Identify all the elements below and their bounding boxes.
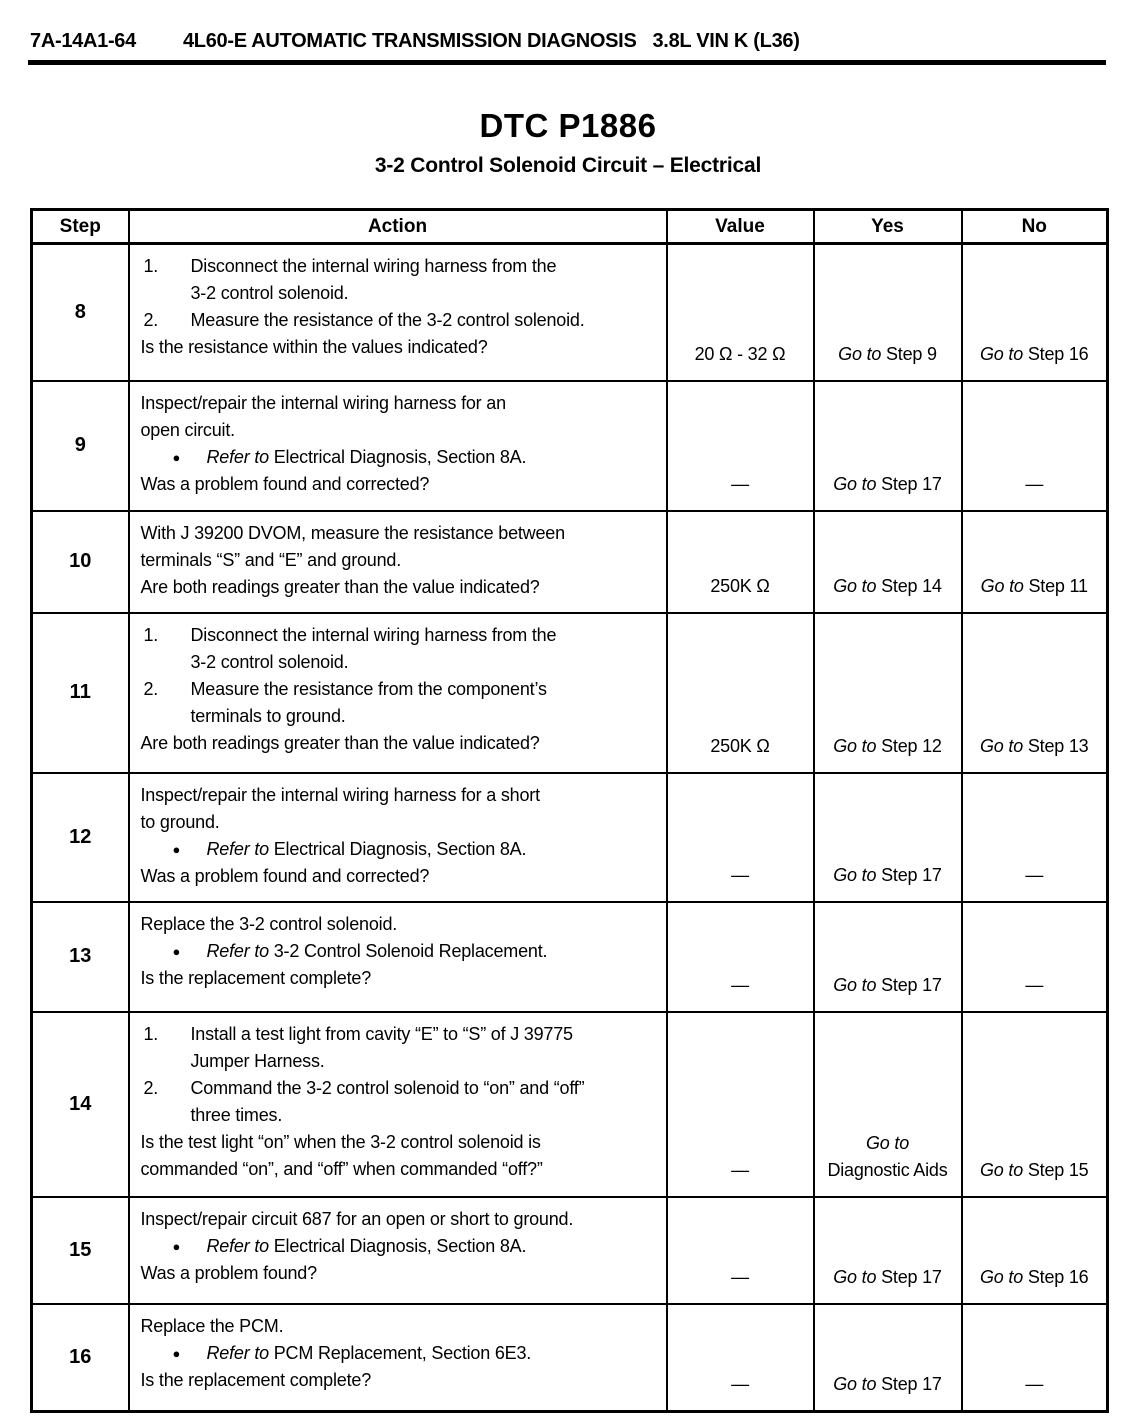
yes-cell [814,902,962,1012]
text-line: Jumper Harness. [190,1050,325,1071]
table-row [32,244,1108,381]
refer-to-italic: Refer to [206,838,269,859]
step-cell: 10 [32,511,129,613]
goto-text [833,736,942,756]
col-header-step: Step [32,210,129,244]
goto-target: Step 17 [881,1374,942,1394]
action-content [130,774,666,901]
goto-text [833,1267,942,1287]
item-number: 2. [143,678,159,699]
yes-cell [814,773,962,902]
goto-italic: Go to [980,1159,1024,1180]
numbered-item [141,253,660,307]
text-line: Is the replacement complete? [140,967,372,988]
refer-to-italic: Refer to [206,446,269,467]
numbered-item [141,307,660,334]
text-line: Replace the PCM. [140,1315,284,1336]
goto-text [981,576,1088,596]
goto-target: Step 17 [881,864,942,885]
bullet-item [173,938,660,965]
dash-placeholder: — [731,864,749,885]
item-text: Refer to 3-2 Control Solenoid Replacement. [206,940,548,961]
text-line: terminals “S” and “E” and ground. [140,549,402,570]
goto-text [980,736,1089,756]
table-row [32,613,1108,773]
table-row [32,1012,1108,1197]
yes-cell [814,1304,962,1412]
goto-italic: Go to [865,1132,910,1153]
table-row [32,902,1108,1012]
text-line: terminals to ground. [190,705,346,726]
goto-italic: Go to [833,1374,877,1394]
value-text: 250K Ω [710,735,770,756]
yes-cell [814,511,962,613]
plain-item [141,1313,660,1340]
table-row [32,773,1108,902]
no-cell [962,1197,1108,1304]
dash-placeholder: — [1025,974,1044,995]
question-text [141,863,660,890]
item-text: Refer to PCM Replacement, Section 6E3. [206,1342,532,1363]
item-text: Refer to Electrical Diagnosis, Section 8A. [206,446,527,467]
step-cell: 9 [32,381,129,511]
no-cell [962,773,1108,902]
goto-target: Step 13 [1027,735,1089,756]
doc-variant: 3.8L VIN K (L36) [652,30,800,52]
text-line: Disconnect the internal wiring harness from the [190,624,557,645]
goto-target: Step 9 [886,343,937,364]
goto-text [833,975,942,995]
text-line: Inspect/repair the internal wiring harness for an [140,392,506,413]
numbered-item [141,676,660,730]
text-line: Are both readings greater than the value indicated? [140,732,540,753]
col-header-value: Value [667,210,814,244]
yes-cell [814,244,962,381]
text-line: Install a test light from cavity “E” to “S” of J 39775 [190,1023,573,1044]
text-line: commanded “on”, and “off” when commanded “off?” [140,1158,543,1179]
item-text [191,622,557,676]
value-text: 250K Ω [710,575,770,596]
question-text [141,965,660,992]
no-cell [962,902,1108,1012]
text-line: Was a problem found and corrected? [140,473,430,494]
step-cell: 13 [32,902,129,1012]
action-cell [129,1304,667,1412]
dash-placeholder: — [731,974,749,995]
text-line: Is the resistance within the values indicated? [140,337,488,357]
table-row [32,1304,1108,1412]
col-header-action: Action [129,210,667,244]
goto-italic: Go to [980,1266,1024,1287]
action-cell [129,773,667,902]
item-number: 1. [143,1023,159,1044]
yes-cell [814,1197,962,1304]
bullet-icon: ● [172,943,181,959]
step-cell: 15 [32,1197,129,1304]
no-cell [962,1012,1108,1197]
action-content [130,614,666,768]
goto-text [833,1374,942,1394]
action-content [130,1013,666,1194]
action-content [130,382,666,509]
dash-placeholder: — [1025,473,1044,494]
col-header-yes: Yes [814,210,962,244]
goto-target: Step 17 [881,473,942,494]
text-line: Measure the resistance of the 3-2 control solenoid. [190,310,585,330]
refer-to-italic: Refer to [206,940,269,961]
text-line: 3-2 control solenoid. [190,651,349,672]
action-content [130,245,666,372]
goto-text [838,344,937,364]
text-line: With J 39200 DVOM, measure the resistance between [140,522,565,543]
bullet-icon: ● [172,841,181,857]
numbered-item [141,1021,660,1075]
goto-italic: Go to [833,974,877,995]
text-line: Inspect/repair the internal wiring harness for a short [140,784,540,805]
text-line: Are both readings greater than the value indicated? [140,576,540,597]
table-header-row [32,210,1108,244]
action-cell [129,511,667,613]
bullet-icon: ● [172,449,181,465]
value-cell [667,1012,814,1197]
item-text [191,1021,573,1075]
header-rule [28,60,1106,65]
goto-text [833,474,942,494]
item-text [191,1075,585,1129]
text-line: Inspect/repair circuit 687 for an open or short to ground. [140,1208,574,1229]
item-text: Refer to Electrical Diagnosis, Section 8A. [206,838,527,859]
goto-italic: Go to [833,473,877,494]
text-line: open circuit. [140,419,235,440]
step-cell: 16 [32,1304,129,1412]
item-text [191,253,557,307]
numbered-item [141,622,660,676]
action-cell [129,244,667,381]
question-text [141,1260,660,1287]
plain-item [141,782,660,836]
text-line: to ground. [140,811,220,832]
question-text [141,730,660,757]
table-row [32,511,1108,613]
bullet-icon: ● [172,1238,181,1254]
refer-to-italic: Refer to [206,1342,269,1363]
col-header-no: No [962,210,1108,244]
no-cell [962,381,1108,511]
goto-italic: Go to [833,575,877,596]
table-row [32,381,1108,511]
question-text [141,334,660,361]
text-line: Disconnect the internal wiring harness from the [190,256,557,276]
goto-target: Diagnostic Aids [827,1159,948,1180]
goto-italic: Go to [980,343,1024,364]
bullet-icon: ● [172,1345,181,1361]
yes-cell [814,613,962,773]
plain-item [141,520,660,574]
text-line: Command the 3-2 control solenoid to “on” and “off” [190,1077,585,1098]
question-text [141,574,660,601]
goto-italic: Go to [838,343,882,364]
goto-italic: Go to [833,1266,877,1287]
goto-italic: Go to [980,735,1024,756]
step-cell: 12 [32,773,129,902]
dash-placeholder: — [731,1266,749,1287]
goto-target: Step 17 [881,974,942,995]
bullet-item [173,1233,660,1260]
value-cell [667,1197,814,1304]
no-cell [962,613,1108,773]
doc-title: 4L60-E AUTOMATIC TRANSMISSION DIAGNOSIS [182,30,637,52]
step-cell: 8 [32,244,129,381]
goto-text [980,1160,1089,1180]
item-text [191,307,585,334]
no-cell [962,511,1108,613]
dash-placeholder: — [731,1374,749,1394]
item-number: 1. [143,256,159,276]
item-number: 2. [143,310,159,330]
action-cell [129,902,667,1012]
goto-text [827,1133,947,1180]
text-line: three times. [190,1104,283,1125]
page-header [0,30,1136,53]
bullet-item [173,1340,660,1367]
goto-target: Step 16 [1027,343,1089,364]
page-code: 7A-14A1-64 [30,30,136,52]
dtc-title: DTC P1886 [479,107,657,144]
item-text [191,676,547,730]
goto-target: Step 11 [1028,575,1088,596]
goto-text [980,344,1089,364]
value-cell [667,1304,814,1412]
dash-placeholder: — [1025,864,1044,885]
diagnostic-table [30,208,1109,1413]
goto-text [833,576,942,596]
goto-text [833,865,942,885]
action-cell [129,381,667,511]
text-line: Is the replacement complete? [140,1369,372,1390]
plain-item [141,911,660,938]
text-line: Replace the 3-2 control solenoid. [140,913,398,934]
text-line: Is the test light “on” when the 3-2 control solenoid is [140,1131,541,1152]
value-cell [667,511,814,613]
text-line: Was a problem found? [140,1262,317,1283]
value-cell [667,902,814,1012]
dtc-subtitle: 3-2 Control Solenoid Circuit – Electrical [374,154,762,177]
bullet-item [173,444,660,471]
no-cell [962,244,1108,381]
action-content [130,512,666,612]
step-cell: 11 [32,613,129,773]
value-cell [667,244,814,381]
item-text: Refer to Electrical Diagnosis, Section 8A. [206,1235,527,1256]
action-cell [129,613,667,773]
yes-cell [814,1012,962,1197]
table-body [32,244,1108,1412]
text-line: Was a problem found and corrected? [140,865,430,886]
value-text: 20 Ω - 32 Ω [694,343,786,364]
dash-placeholder: — [731,1159,749,1180]
action-cell [129,1197,667,1304]
text-line: Measure the resistance from the component’s [190,678,547,699]
action-content [130,1305,666,1405]
goto-target: Step 17 [881,1266,942,1287]
goto-italic: Go to [980,575,1024,596]
refer-to-italic: Refer to [206,1235,269,1256]
goto-target: Step 14 [881,575,942,596]
goto-italic: Go to [833,735,877,756]
dash-placeholder: — [1025,1374,1044,1394]
goto-italic: Go to [833,864,877,885]
question-text [141,1129,660,1183]
no-cell [962,1304,1108,1412]
goto-target: Step 15 [1027,1159,1089,1180]
text-line: 3-2 control solenoid. [190,283,349,303]
item-number: 1. [143,624,159,645]
bullet-item [173,836,660,863]
table-row [32,1197,1108,1304]
action-cell [129,1012,667,1197]
step-cell: 14 [32,1012,129,1197]
goto-text [980,1267,1089,1287]
yes-cell [814,381,962,511]
plain-item [141,1206,660,1233]
goto-target: Step 12 [881,735,942,756]
action-content [130,903,666,1003]
question-text [141,471,660,498]
numbered-item [141,1075,660,1129]
dash-placeholder: — [731,473,749,494]
question-text [141,1367,660,1394]
value-cell [667,773,814,902]
item-number: 2. [143,1077,159,1098]
action-content [130,1198,666,1298]
goto-target: Step 16 [1027,1266,1089,1287]
value-cell [667,613,814,773]
value-cell [667,381,814,511]
plain-item [141,390,660,444]
